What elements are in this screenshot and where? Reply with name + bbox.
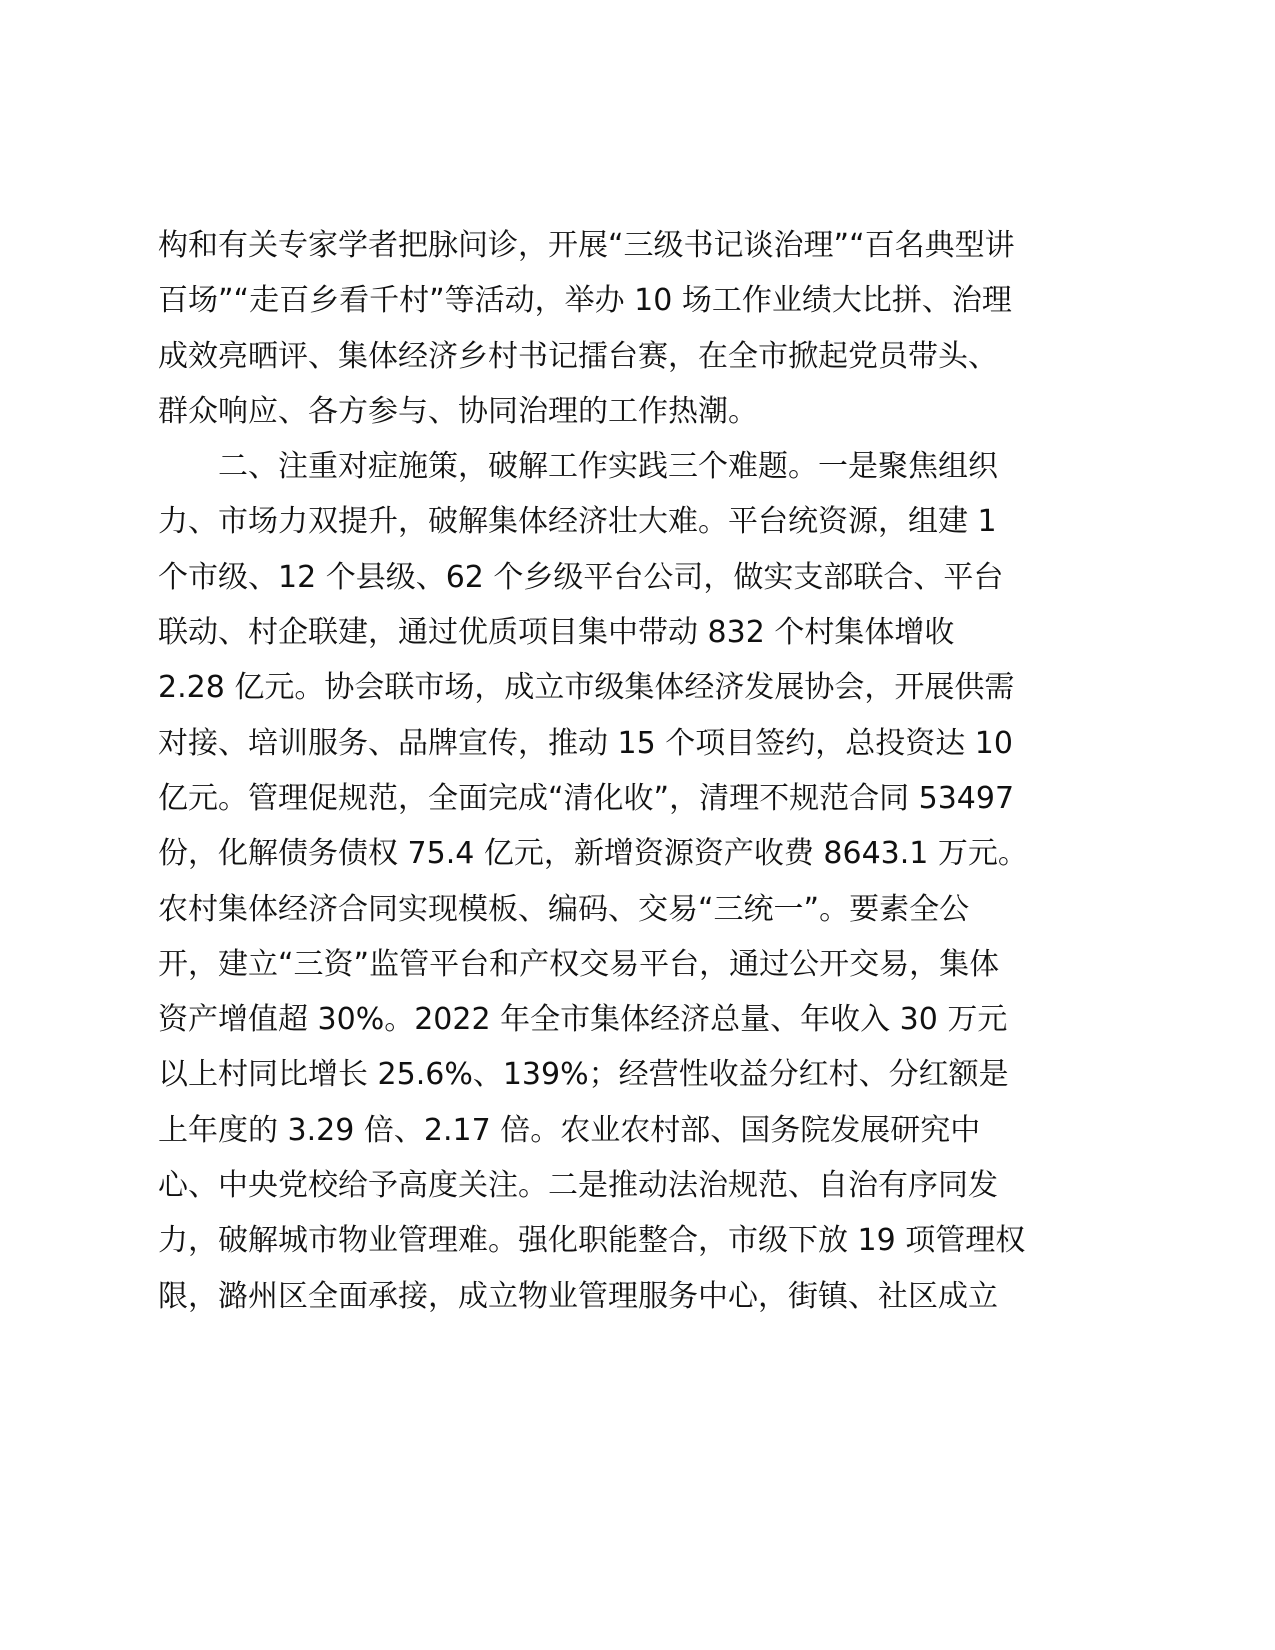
text-line-10: 对接、培训服务、品牌宣传，推动 15 个项目签约，总投资达 10 <box>158 725 1013 761</box>
text-line-12: 份，化解债务债权 75.4 亿元，新增资源资产收费 8643.1 万元。 <box>158 836 1028 872</box>
text-line-7: 个市级、12 个县级、62 个乡级平台公司，做实支部联合、平台 <box>158 559 1004 595</box>
text-line-6: 力、市场力双提升，破解集体经济壮大难。平台统资源，组建 1 <box>158 504 997 540</box>
text-line-1: 构和有关专家学者把脉问诊，开展“三级书记谈治理”“百名典型讲 <box>158 228 1015 263</box>
text-line-20: 限，潞州区全面承接，成立物业管理服务中心，街镇、社区成立 <box>158 1278 998 1314</box>
text-line-4: 群众响应、各方参与、协同治理的工作热潮。 <box>158 393 758 429</box>
text-line-2: 百场”“走百乡看千村”等活动，举办 10 场工作业绩大比拼、治理 <box>158 283 1012 319</box>
text-line-3: 成效亮晒评、集体经济乡村书记擂台赛，在全市掀起党员带头、 <box>158 338 998 374</box>
text-line-8: 联动、村企联建，通过优质项目集中带动 832 个村集体增收 <box>158 615 955 651</box>
text-line-14: 开，建立“三资”监管平台和产权交易平台，通过公开交易，集体 <box>158 946 1000 982</box>
text-line-13: 农村集体经济合同实现模板、编码、交易“三统一”。要素全公 <box>158 891 970 927</box>
text-line-17: 上年度的 3.29 倍、2.17 倍。农业农村部、国务院发展研究中 <box>158 1112 981 1148</box>
text-line-5: 二、注重对症施策，破解工作实践三个难题。一是聚焦组织 <box>158 449 998 485</box>
text-line-16: 以上村同比增长 25.6%、139%；经营性收益分红村、分红额是 <box>158 1057 1009 1093</box>
text-line-18: 心、中央党校给予高度关注。二是推动法治规范、自治有序同发 <box>158 1168 998 1204</box>
text-line-9: 2.28 亿元。协会联市场，成立市级集体经济发展协会，开展供需 <box>158 670 1015 706</box>
text-line-15: 资产增值超 30%。2022 年全市集体经济总量、年收入 30 万元 <box>158 1002 1008 1038</box>
text-line-19: 力，破解城市物业管理难。强化职能整合，市级下放 19 项管理权 <box>158 1223 1026 1259</box>
body-text <box>158 218 1078 1324</box>
text-line-11: 亿元。管理促规范，全面完成“清化收”，清理不规范合同 53497 <box>158 780 1015 816</box>
